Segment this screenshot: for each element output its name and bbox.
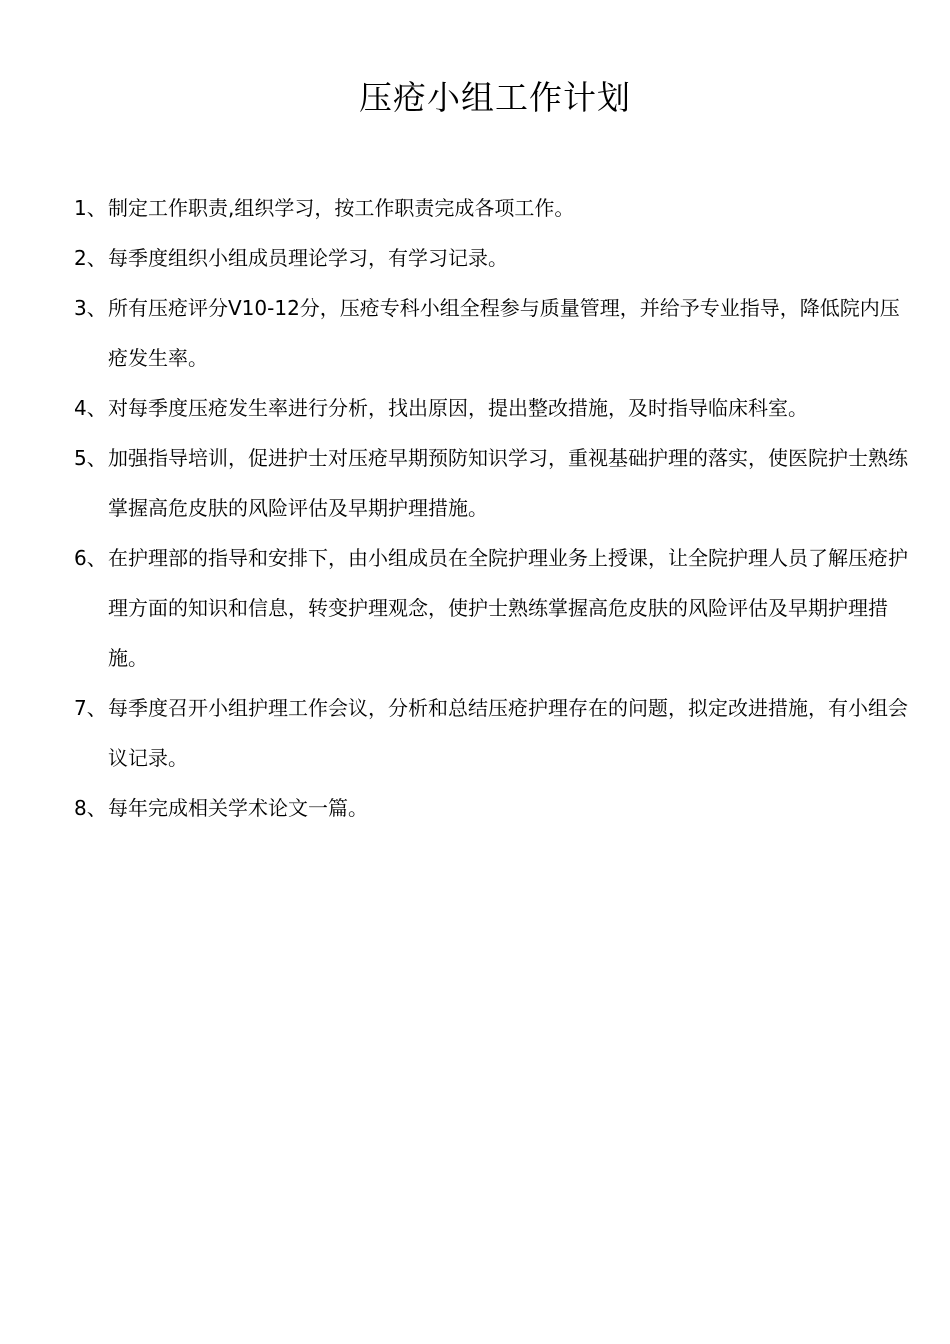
- plan-item: [74, 783, 914, 833]
- document-title: 压疮小组工作计划: [359, 78, 631, 117]
- plan-item-number: 6、: [74, 546, 107, 570]
- plan-item-number: 8、: [74, 796, 107, 820]
- plan-item-number: 4、: [74, 396, 107, 420]
- plan-item: [74, 533, 914, 683]
- plan-item: [74, 233, 914, 283]
- plan-item-number: 2、: [74, 246, 107, 270]
- plan-item-text: 所有压疮评分V10-12分，压疮专科小组全程参与质量管理，并给予专业指导，降低院内压疮发生率。: [108, 296, 900, 370]
- plan-item-number: 1、: [74, 196, 107, 220]
- plan-item-text: 在护理部的指导和安排下，由小组成员在全院护理业务上授课，让全院护理人员了解压疮护理方面的知识和信息，转变护理观念，使护士熟练掌握高危皮肤的风险评估及早期护理措施。: [108, 546, 908, 670]
- plan-item-text: 每年完成相关学术论文一篇。: [108, 796, 368, 820]
- plan-item-text: 每季度召开小组护理工作会议，分析和总结压疮护理存在的问题，拟定改进措施，有小组会议记录。: [108, 696, 908, 770]
- plan-item-text: 对每季度压疮发生率进行分析，找出原因，提出整改措施，及时指导临床科室。: [108, 396, 808, 420]
- plan-item-number: 7、: [74, 696, 107, 720]
- plan-item-list: [74, 183, 914, 833]
- plan-item: [74, 283, 914, 383]
- plan-item: [74, 683, 914, 783]
- plan-item: [74, 183, 914, 233]
- plan-item: [74, 433, 914, 533]
- plan-item: [74, 383, 914, 433]
- plan-item-text: 制定工作职责,组织学习，按工作职责完成各项工作。: [108, 196, 575, 220]
- plan-item-text: 每季度组织小组成员理论学习，有学习记录。: [108, 246, 508, 270]
- plan-item-number: 5、: [74, 446, 107, 470]
- plan-item-text: 加强指导培训，促进护士对压疮早期预防知识学习，重视基础护理的落实，使医院护士熟练掌握高危皮肤的风险评估及早期护理措施。: [108, 446, 908, 520]
- plan-item-number: 3、: [74, 296, 107, 320]
